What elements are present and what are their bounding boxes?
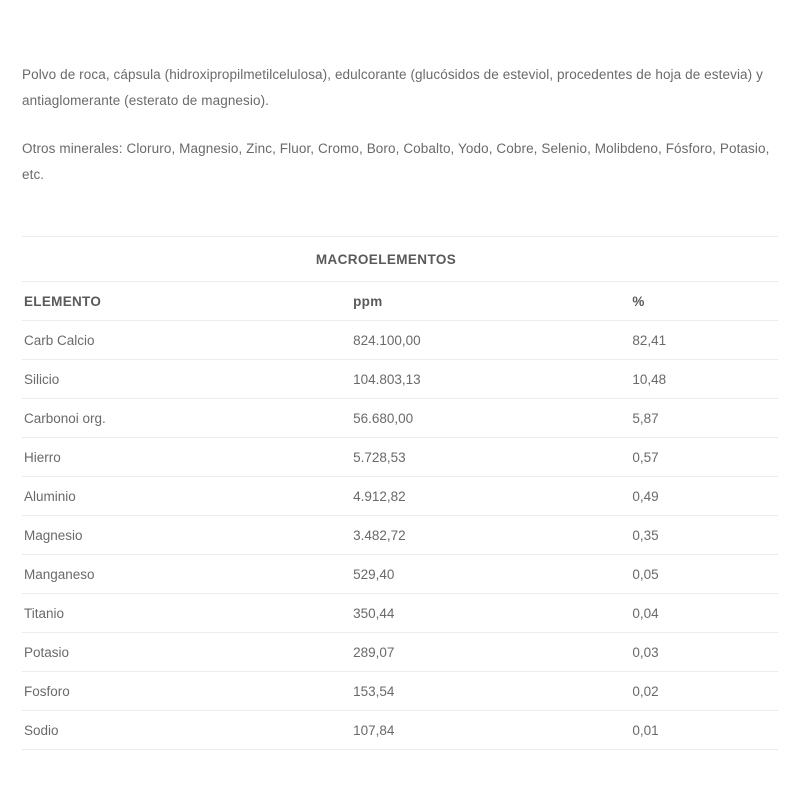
table-row: [22, 321, 778, 360]
cell-percent: 0,02: [632, 683, 659, 699]
table-header-row: [22, 282, 778, 321]
cell-ppm: 104.803,13: [353, 371, 421, 387]
column-header-element: ELEMENTO: [24, 293, 102, 309]
cell-element: Sodio: [24, 722, 59, 738]
table-row: [22, 399, 778, 438]
table-caption: MACROELEMENTOS: [315, 251, 457, 267]
cell-ppm: 529,40: [353, 566, 395, 582]
cell-element: Titanio: [24, 605, 65, 621]
cell-percent: 0,03: [632, 644, 659, 660]
cell-element: Potasio: [24, 644, 70, 660]
cell-ppm: 4.912,82: [353, 488, 406, 504]
table-row: [22, 438, 778, 477]
macroelements-table-wrapper: [22, 236, 778, 750]
table-row: [22, 672, 778, 711]
cell-element: Aluminio: [24, 488, 76, 504]
table-row: [22, 633, 778, 672]
column-header-ppm: ppm: [353, 293, 383, 309]
cell-ppm: 5.728,53: [353, 449, 406, 465]
cell-element: Carb Calcio: [24, 332, 95, 348]
cell-percent: 0,04: [632, 605, 659, 621]
cell-element: Manganeso: [24, 566, 95, 582]
table-row: [22, 555, 778, 594]
ingredients-paragraph: Polvo de roca, cápsula (hidroxipropilmetilcelulosa), edulcorante (glucósidos de esteviol, procedentes de hoja de estevia) y antiaglomerante (esterato de magnesio).: [22, 67, 763, 108]
table-row: [22, 594, 778, 633]
cell-element: Hierro: [24, 449, 61, 465]
cell-percent: 10,48: [632, 371, 667, 387]
cell-percent: 0,35: [632, 527, 659, 543]
cell-percent: 0,49: [632, 488, 659, 504]
cell-element: Magnesio: [24, 527, 83, 543]
cell-ppm: 289,07: [353, 644, 395, 660]
cell-percent: 82,41: [632, 332, 667, 348]
cell-ppm: 824.100,00: [353, 332, 421, 348]
cell-percent: 0,05: [632, 566, 659, 582]
other-minerals-paragraph: Otros minerales: Cloruro, Magnesio, Zinc, Fluor, Cromo, Boro, Cobalto, Yodo, Cobre, Selenio, Molibdeno, Fósforo, Potasio, etc.: [22, 141, 770, 182]
cell-element: Silicio: [24, 371, 60, 387]
cell-percent: 0,01: [632, 722, 659, 738]
table-body: [22, 321, 778, 750]
table-caption-row: [22, 237, 778, 282]
table-row: [22, 477, 778, 516]
column-header-percent: %: [632, 293, 645, 309]
cell-ppm: 107,84: [353, 722, 395, 738]
table-row: [22, 360, 778, 399]
macroelements-table: [22, 236, 778, 750]
cell-ppm: 3.482,72: [353, 527, 406, 543]
cell-ppm: 153,54: [353, 683, 395, 699]
table-row: [22, 711, 778, 750]
cell-ppm: 56.680,00: [353, 410, 414, 426]
cell-percent: 5,87: [632, 410, 659, 426]
cell-ppm: 350,44: [353, 605, 395, 621]
cell-element: Carbonoi org.: [24, 410, 106, 426]
table-row: [22, 516, 778, 555]
cell-percent: 0,57: [632, 449, 659, 465]
cell-element: Fosforo: [24, 683, 70, 699]
